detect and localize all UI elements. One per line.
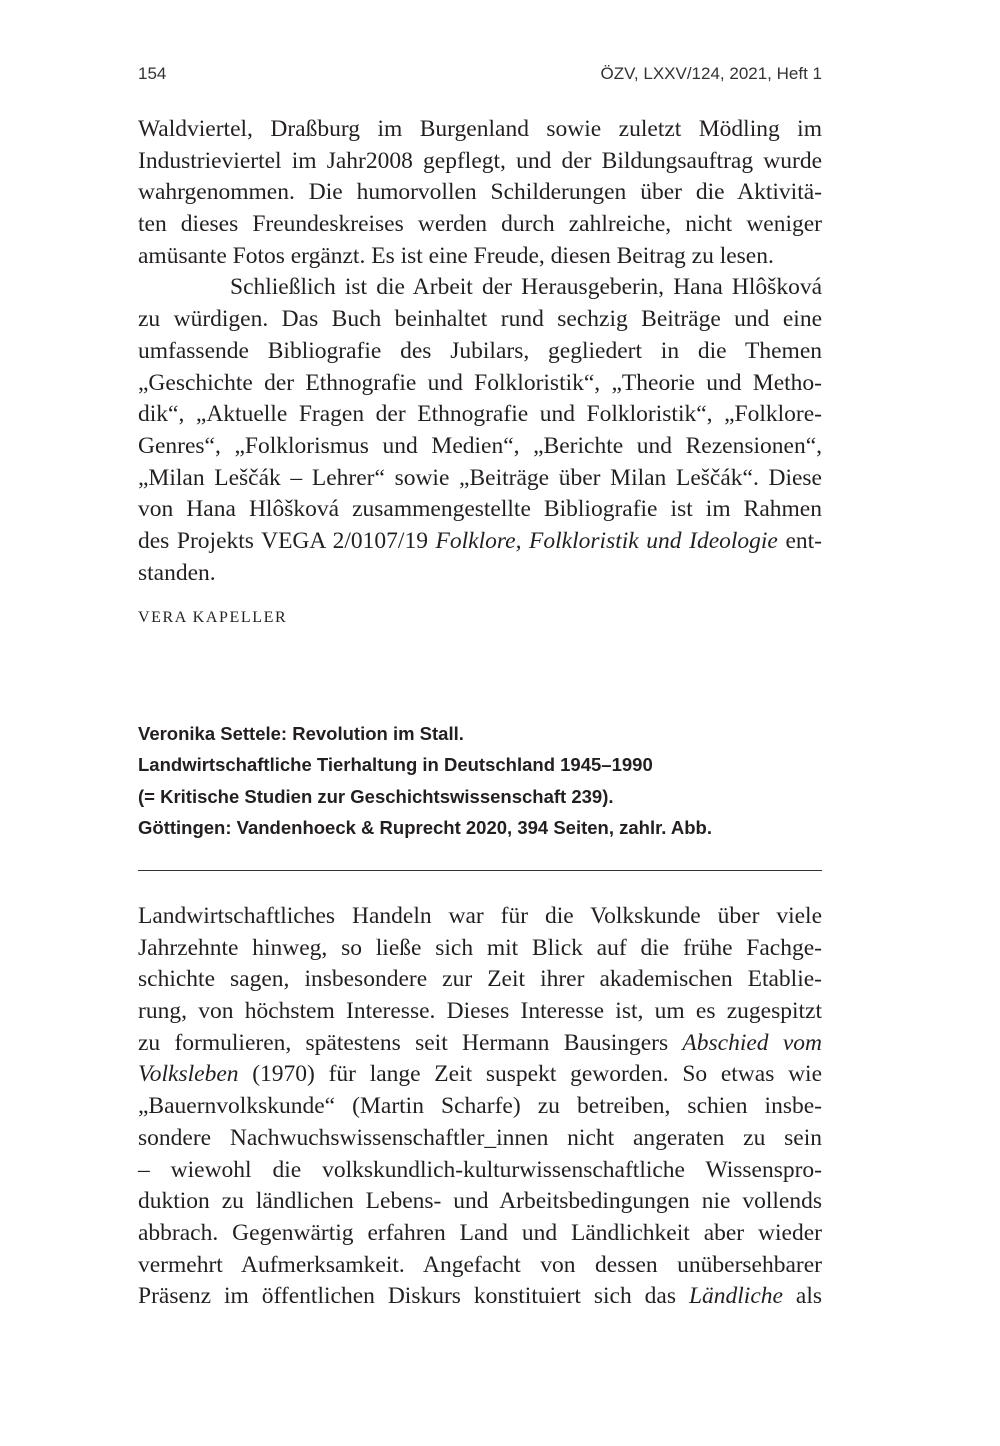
text-line [138,304,822,336]
text-run: Waldviertel, Draßburg im Burgenland sowie zuletzt Mödling im [138,116,822,142]
text-line [138,1123,822,1155]
text-line [138,463,822,495]
page-number: 154 [138,64,167,83]
text-line [138,336,822,368]
journal-citation: ÖZV, LXXV/124, 2021, Heft 1 [600,64,822,83]
text-run: Schließlich ist die Arbeit der Herausgeberin, Hana Hlôšková [230,274,822,301]
review-author: VERA KAPELLER [138,609,288,626]
text-line [138,1186,822,1218]
text-run: Genres“, „Folklorismus und Medien“, „Berichte und Rezensionen“, [138,432,822,459]
text-run: wahrgenommen. Die humorvollen Schilderungen über die Aktivitä- [138,179,822,206]
review2-body [138,901,822,1313]
text-line [138,1028,822,1060]
text-run: dik“, „Aktuelle Fragen der Ethnografie und Folkloristik“, „Folklore- [138,401,822,428]
text-line [138,558,822,590]
text-line [138,526,822,558]
text-run: sondere Nachwuchswissenschaftler_innen nicht angeraten zu sein [138,1124,822,1151]
text-run: zu formulieren, spätestens seit Hermann Bausingers [138,1029,683,1056]
text-run: rung, von höchstem Interesse. Dieses Interesse ist, um es zugespitzt [138,998,822,1025]
text-run: zu würdigen. Das Buch beinhaltet rund sechzig Beiträge und eine [138,306,822,333]
text-line [138,1281,822,1313]
text-run: umfassende Bibliografie des Jubilars, gegliedert in die Themen [138,337,822,364]
review2-heading [138,718,712,844]
text-run: standen. [138,559,216,586]
text-run: Präsenz im öffentlichen Diskurs konstituiert sich das [138,1283,689,1310]
text-line [138,964,822,996]
text-run: als [782,1283,823,1310]
text-line [138,996,822,1028]
text-line [138,114,822,146]
text-line [138,933,822,965]
text-line [138,177,822,209]
text-line [138,1250,822,1282]
text-run: Jahrzehnte hinweg, so ließe sich mit Blick auf die frühe Fachge- [138,934,822,961]
text-run: abbrach. Gegenwärtig erfahren Land und Ländlichkeit aber wieder [138,1219,822,1246]
heading-line: (= Kritische Studien zur Geschichtswissenschaft 239). [138,785,614,807]
text-run: schichte sagen, insbesondere zur Zeit ihrer akademischen Etablie- [138,966,822,993]
text-run: Landwirtschaftliches Handeln war für die Volkskunde über viele [138,903,822,929]
text-line [138,1059,822,1091]
italic-title: Abschied vom [682,1029,822,1056]
text-line [138,209,822,241]
text-run: „Geschichte der Ethnografie und Folkloristik“, „Theorie und Metho- [138,369,822,396]
text-line [138,1091,822,1123]
text-line [138,272,822,304]
text-run: (1970) für lange Zeit suspekt geworden. So etwas wie [238,1061,822,1088]
text-line [138,1155,822,1187]
text-line [138,431,822,463]
text-line [138,494,822,526]
text-run: vermehrt Aufmerksamkeit. Angefacht von dessen unübersehbarer [138,1251,822,1278]
text-run: ent- [777,527,822,554]
heading-line: Landwirtschaftliche Tierhaltung in Deutschland 1945–1990 [138,754,653,776]
text-run: amüsante Fotos ergänzt. Es ist eine Freude, diesen Beitrag zu lesen. [138,242,774,269]
text-run: des Projekts VEGA 2/0107/19 [138,527,436,554]
heading-line: Göttingen: Vandenhoeck & Ruprecht 2020, 394 Seiten, zahlr. Abb. [138,817,712,839]
text-line [138,241,822,273]
divider [138,870,822,871]
text-run: von Hana Hlôšková zusammengestellte Bibliografie ist im Rahmen [138,496,822,523]
text-line [138,146,822,178]
text-line [138,399,822,431]
text-line [138,901,822,933]
text-run: – wiewohl die volkskundlich-kulturwissenschaftliche Wissenspro- [138,1156,822,1183]
text-line [138,368,822,400]
italic-title: Ländliche [688,1283,783,1310]
text-run: duktion zu ländlichen Lebens- und Arbeitsbedingungen nie vollends [138,1188,822,1215]
text-run: Industrieviertel im Jahr2008 gepflegt, und der Bildungsauftrag wurde [138,147,822,174]
italic-title: Folklore, Folkloristik und Ideologie [435,527,778,554]
italic-title: Volksleben [138,1061,239,1088]
heading-line: Veronika Settele: Revolution im Stall. [138,723,464,744]
text-run: „Milan Leščák – Lehrer“ sowie „Beiträge über Milan Leščák“. Diese [138,464,822,491]
text-line [138,1218,822,1250]
text-run: ten dieses Freundeskreises werden durch zahlreiche, nicht weniger [138,211,822,238]
review1-body [138,114,822,589]
text-run: „Bauernvolkskunde“ (Martin Scharfe) zu betreiben, schien insbe- [138,1093,822,1120]
